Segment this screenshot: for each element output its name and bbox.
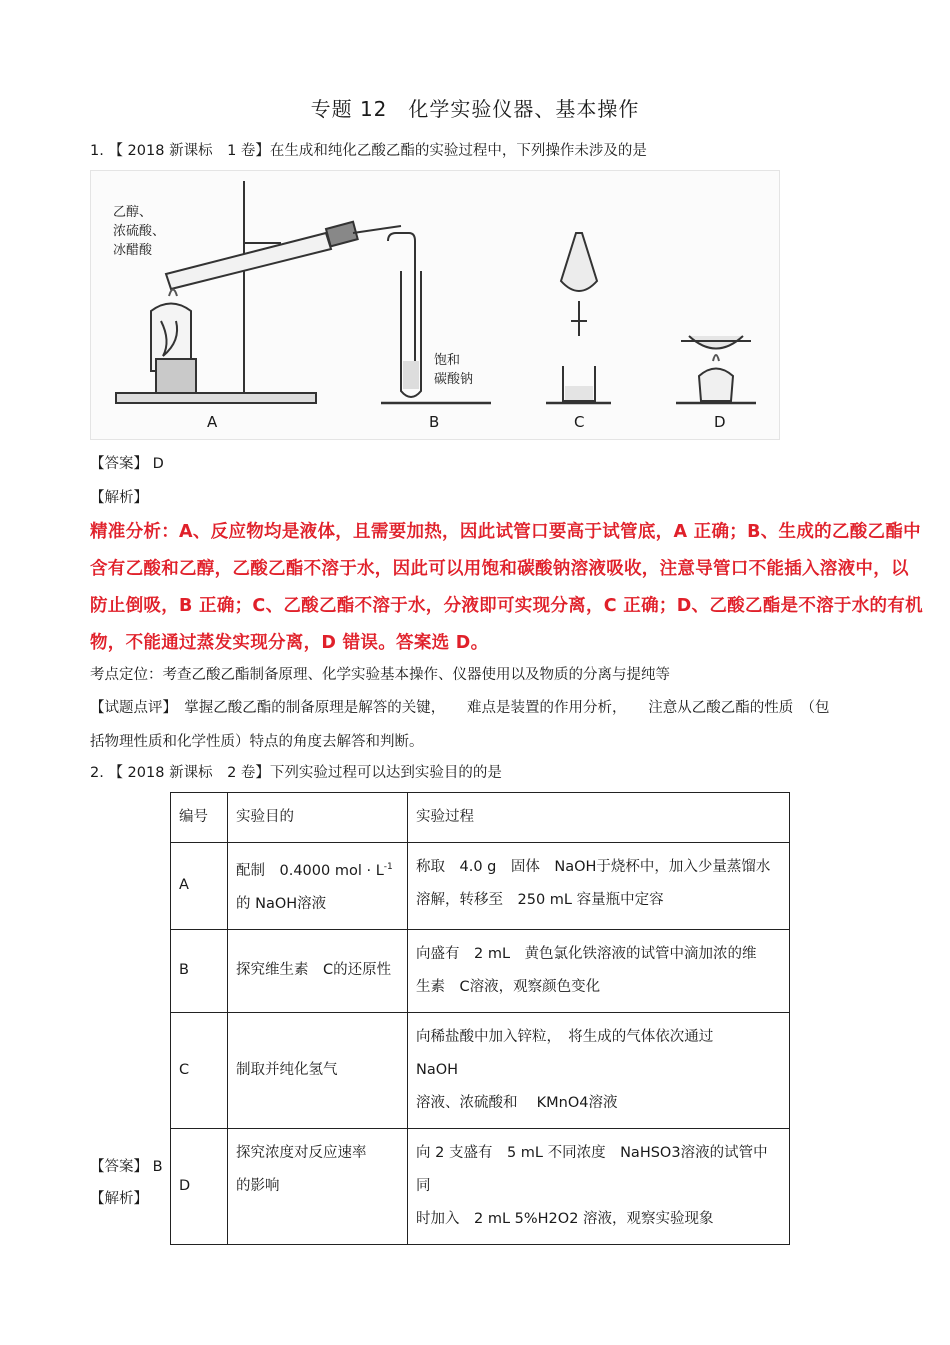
panel-label-a: A bbox=[207, 413, 218, 431]
row-id: B bbox=[171, 929, 228, 1012]
panel-label-b: B bbox=[429, 413, 440, 431]
question-2-stem: 2. 【 2018 新课标 2 卷】下列实验过程可以达到实验目的的是 bbox=[90, 765, 502, 781]
table-row bbox=[171, 843, 790, 930]
analysis-line: 物，不能通过蒸发实现分离，D 错误。答案选 D。 bbox=[90, 633, 489, 653]
table-header-row bbox=[171, 793, 790, 843]
table-row bbox=[171, 1128, 790, 1244]
process-line: 生素 C溶液，观察颜色变化 bbox=[416, 978, 601, 995]
row-process bbox=[408, 929, 790, 1012]
reagent-label-line: 乙醇、 bbox=[113, 205, 153, 220]
b-label-line: 饱和 bbox=[434, 353, 461, 368]
apparatus-figure bbox=[90, 170, 780, 440]
dianping-line: 【试题点评】 掌握乙酸乙酯的制备原理是解答的关键， 难点是装置的作用分析， 注意从乙酸乙酯的性质 （包 bbox=[90, 700, 830, 716]
row-process bbox=[408, 1012, 790, 1128]
row-goal bbox=[228, 1128, 408, 1244]
analysis-line: 含有乙酸和乙醇，乙酸乙酯不溶于水，因此可以用饱和碳酸钠溶液吸收，注意导管口不能插入溶液中，以 bbox=[90, 559, 909, 579]
table-row bbox=[171, 1012, 790, 1128]
panel-label-c: C bbox=[574, 413, 585, 431]
row-id: C bbox=[171, 1012, 228, 1128]
process-line: 向稀盐酸中加入锌粒， 将生成的气体依次通过 NaOH bbox=[416, 1028, 743, 1078]
question-1-stem: 1. 【 2018 新课标 1 卷】在生成和纯化乙酸乙酯的实验过程中，下列操作未涉及的是 bbox=[90, 143, 647, 159]
row-goal bbox=[228, 843, 408, 930]
page-title: 专题 12 化学实验仪器、基本操作 bbox=[310, 97, 640, 121]
process-line: 溶解，转移至 250 mL 容量瓶中定容 bbox=[416, 892, 664, 908]
process-line: 向盛有 2 mL 黄色氯化铁溶液的试管中滴加浓的维 bbox=[416, 945, 757, 962]
row-id: D bbox=[171, 1128, 228, 1244]
analysis-label-2: 【解析】 bbox=[90, 1191, 148, 1207]
header-cell: 实验目的 bbox=[228, 793, 408, 843]
process-line: 时加入 2 mL 5%H2O2 溶液，观察实验现象 bbox=[416, 1210, 714, 1227]
row-goal: 探究维生素 C的还原性 bbox=[228, 929, 408, 1012]
goal-line: 的影响 bbox=[236, 1177, 280, 1194]
reagent-label-line: 浓硫酸、 bbox=[113, 224, 166, 239]
table-row bbox=[171, 929, 790, 1012]
goal-line: 的 NaOH溶液 bbox=[236, 895, 327, 912]
row-process bbox=[408, 1128, 790, 1244]
goal-line: 配制 0.4000 mol · L bbox=[236, 862, 384, 879]
analysis-line: 防止倒吸，B 正确；C、乙酸乙酯不溶于水，分液即可实现分离，C 正确；D、乙酸乙酯是不溶于水的有机 bbox=[90, 596, 923, 616]
answer-2: 【答案】 B bbox=[90, 1159, 163, 1175]
analysis-line: 精准分析：A、反应物均是液体，且需要加热，因此试管口要高于试管底，A 正确；B、生成的乙酸乙酯中 bbox=[90, 522, 921, 542]
analysis-label-1: 【解析】 bbox=[90, 490, 148, 506]
panel-label-d: D bbox=[714, 413, 726, 431]
row-goal: 制取并纯化氢气 bbox=[228, 1012, 408, 1128]
row-process bbox=[408, 843, 790, 930]
goal-line: 探究浓度对反应速率 bbox=[236, 1144, 367, 1161]
process-line: 向 2 支盛有 5 mL 不同浓度 NaHSO3溶液的试管中同 bbox=[416, 1144, 768, 1194]
header-cell: 编号 bbox=[171, 793, 228, 843]
experiment-table bbox=[170, 792, 790, 1245]
process-line: 称取 4.0 g 固体 NaOH于烧杯中，加入少量蒸馏水 bbox=[416, 859, 771, 875]
reagent-label-line: 冰醋酸 bbox=[113, 243, 153, 258]
b-label-line: 碳酸钠 bbox=[434, 372, 474, 387]
process-line: 溶液、浓硫酸和 KMnO4溶液 bbox=[416, 1094, 618, 1111]
dianping-line: 括物理性质和化学性质）特点的角度去解答和判断。 bbox=[90, 734, 424, 750]
kaodian: 考点定位：考查乙酸乙酯制备原理、化学实验基本操作、仪器使用以及物质的分离与提纯等 bbox=[90, 667, 670, 683]
row-id: A bbox=[171, 843, 228, 930]
answer-1: 【答案】 D bbox=[90, 456, 164, 472]
superscript: -1 bbox=[383, 862, 393, 872]
header-cell: 实验过程 bbox=[408, 793, 790, 843]
apparatus-illustration bbox=[91, 171, 779, 439]
